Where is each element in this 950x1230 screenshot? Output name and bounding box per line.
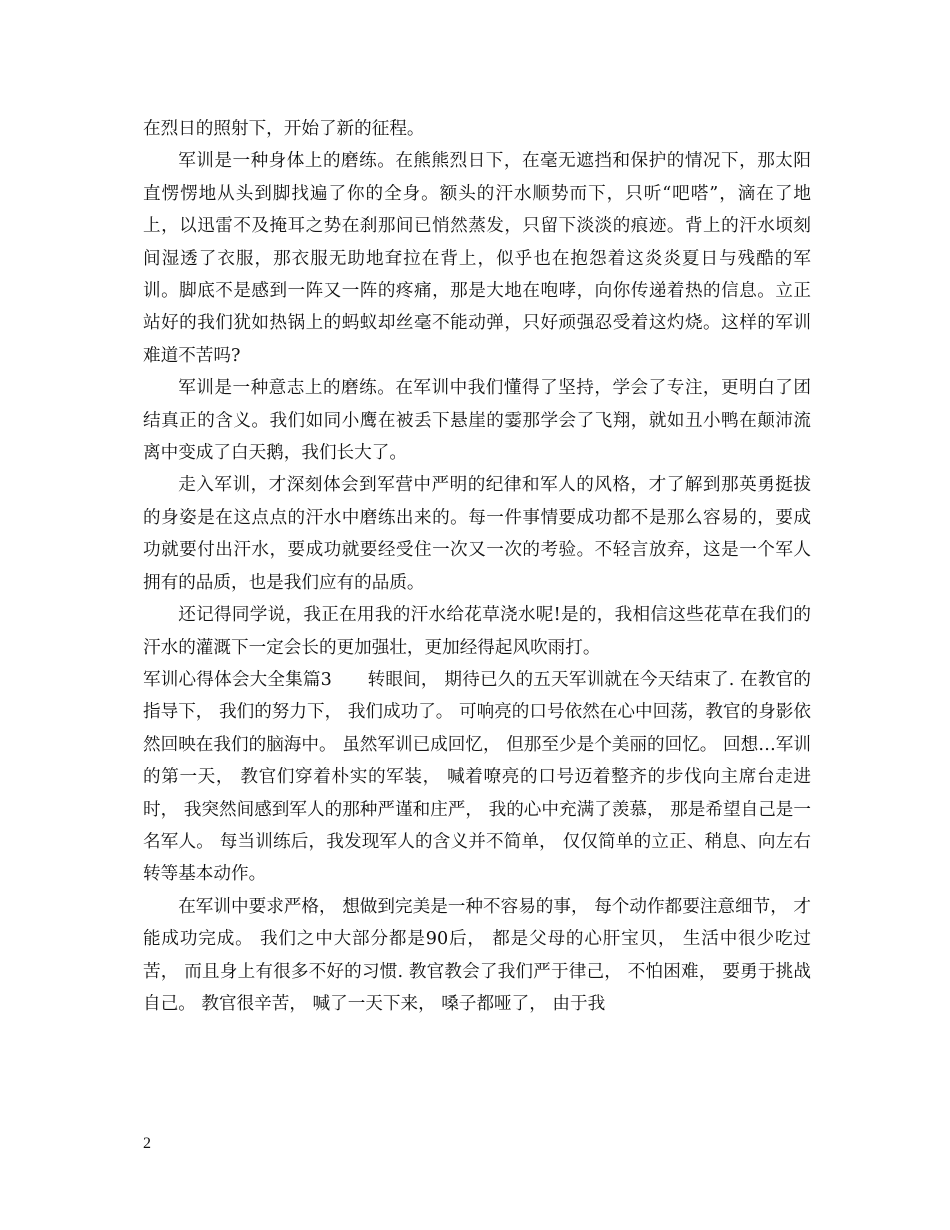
paragraph-3: 军训是一种意志上的磨练。在军训中我们懂得了坚持，学会了专注，更明白了团结真正的含义。我们如同小鹰在被丢下悬崖的霎那学会了飞翔，就如丑小鸭在颠沛流离中变成了白天鹅，我们长大了。 [143, 378, 811, 464]
paragraph-5: 还记得同学说，我正在用我的汗水给花草浇水呢!是的，我相信这些花草在我们的汗水的灌溉下一定会长的更加强壮，更加经得起风吹雨打。 [143, 605, 811, 658]
paragraph-6: 军训心得体会大全集篇3 转眼间， 期待已久的五天军训就在今天结束了. 在教官的指导下， 我们的努力下， 我们成功了。 可响亮的口号依然在心中回荡，教官的身影依然回映在我们的脑海中。 虽然军训已成回忆， 但那至少是个美丽的回忆。 回想…军训的第一天， 教官们穿着朴实的军装， 喊着嘹亮的口号迈着整齐的步伐向主席台走进时， 我突然间感到军人的那种严谨和庄严， 我的心中充满了羡慕， 那是希望自己是一名军人。 每当训练后，我发现军人的含义并不简单， 仅仅简单的立正、稍息、向左右转等基本动作。 [143, 669, 811, 885]
paragraph-7: 在军训中要求严格， 想做到完美是一种不容易的事， 每个动作都要注意细节， 才能成功完成。 我们之中大部分都是90后， 都是父母的心肝宝贝， 生活中很少吃过苦， 而且身上有很多不好的习惯. 教官教会了我们严于律己， 不怕困难， 要勇于挑战自己。 教官很辛苦， 喊了一天下来， 嗓子都哑了， 由于我 [143, 896, 811, 1014]
paragraph-1: 在烈日的照射下，开始了新的征程。 [143, 119, 425, 139]
paragraph-2: 军训是一种身体上的磨练。在熊熊烈日下，在毫无遮挡和保护的情况下，那太阳直愣愣地从头到脚找遍了你的全身。额头的汗水顺势而下，只听“吧嗒”，滴在了地上，以迅雷不及掩耳之势在刹那间已悄然蒸发，只留下淡淡的痕迹。背上的汗水顷刻间湿透了衣服，那衣服无助地耷拉在背上，似乎也在抱怨着这炎炎夏日与残酷的军训。脚底不是感到一阵又一阵的疼痛，那是大地在咆哮，向你传递着热的信息。立正站好的我们犹如热锅上的蚂蚁却丝毫不能动弹，只好顽强忍受着这灼烧。这样的军训难道不苦吗? [143, 151, 811, 366]
document-body [143, 113, 811, 1020]
page-number: 2 [143, 1135, 151, 1152]
paragraph-4: 走入军训，才深刻体会到军营中严明的纪律和军人的风格，才了解到那英勇挺拔的身姿是在这点点的汗水中磨练出来的。每一件事情要成功都不是那么容易的，要成功就要付出汗水，要成功就要经受住一次又一次的考验。不轻言放弃，这是一个军人拥有的品质，也是我们应有的品质。 [143, 475, 811, 593]
